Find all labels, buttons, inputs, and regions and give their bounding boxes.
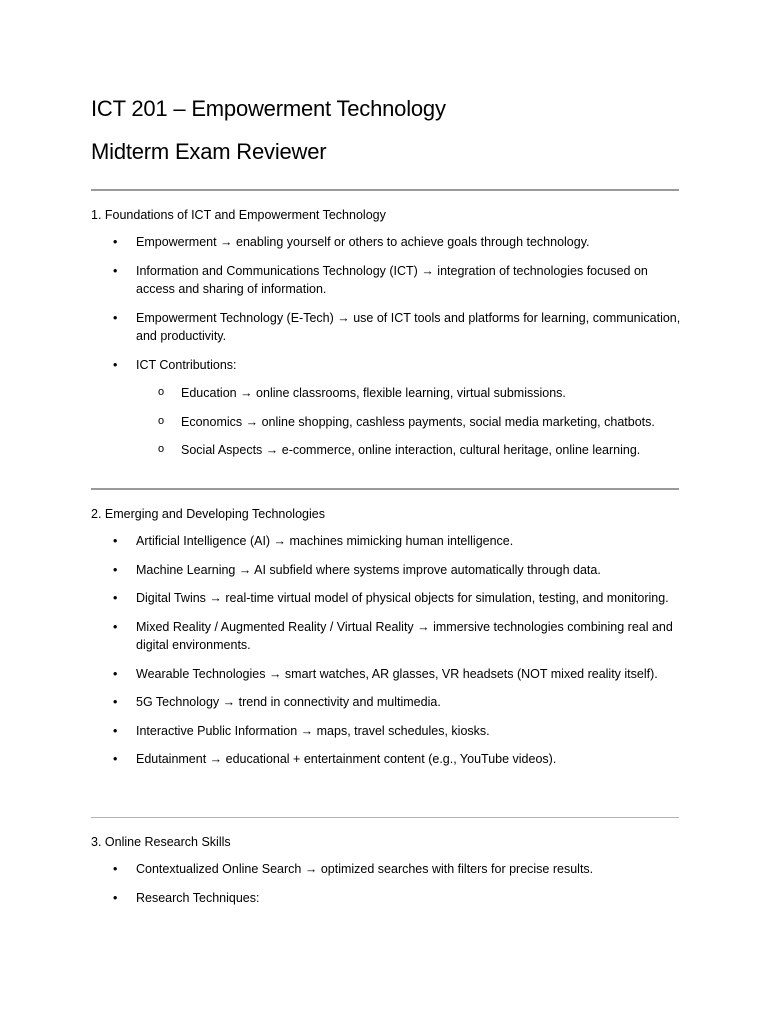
section-emerging-technologies [91,506,681,769]
list-item: • Empowerment → enabling yourself or others to achieve goals through technology. [91,233,681,252]
sub-list-item: o Social Aspects → e-commerce, online interaction, cultural heritage, online learning. [91,441,681,460]
section-foundations [91,207,681,460]
sub-list-item: o Economics → online shopping, cashless payments, social media marketing, chatbots. [91,413,681,432]
sub-bullet-list [91,384,681,460]
sub-list-item: o Education → online classrooms, flexible learning, virtual submissions. [91,384,681,403]
list-item: • Research Techniques: [91,889,681,908]
list-item: • Edutainment → educational + entertainment content (e.g., YouTube videos). [91,750,681,769]
list-item: • Interactive Public Information → maps, travel schedules, kiosks. [91,722,681,741]
list-item: • Digital Twins → real-time virtual model of physical objects for simulation, testing, and monitoring. [91,589,681,608]
document-subtitle: Midterm Exam Reviewer [91,139,327,164]
list-item: • Machine Learning → AI subfield where systems improve automatically through data. [91,561,681,580]
section-heading: 3. Online Research Skills [91,835,231,849]
list-item: • Contextualized Online Search → optimized searches with filters for precise results. [91,860,681,879]
list-item: • Wearable Technologies → smart watches, AR glasses, VR headsets (NOT mixed reality itself). [91,665,681,684]
divider [91,189,679,191]
list-item: • Artificial Intelligence (AI) → machines mimicking human intelligence. [91,532,681,551]
list-item: • Empowerment Technology (E-Tech) → use of ICT tools and platforms for learning, communication, and productivity. [91,309,681,346]
list-item: • Mixed Reality / Augmented Reality / Virtual Reality → immersive technologies combining real and digital environments. [91,618,681,655]
bullet-list [91,860,681,907]
list-item: • 5G Technology → trend in connectivity and multimedia. [91,693,681,712]
document-title: ICT 201 – Empowerment Technology [91,96,446,121]
section-online-research [91,834,681,907]
section-heading: 1. Foundations of ICT and Empowerment Technology [91,208,386,222]
section-heading: 2. Emerging and Developing Technologies [91,507,325,521]
list-item: • Information and Communications Technology (ICT) → integration of technologies focused on access and sharing of information. [91,262,681,299]
bullet-list [91,532,681,769]
divider [91,488,679,490]
list-item: • ICT Contributions: [91,356,681,375]
divider [91,817,679,818]
bullet-list [91,233,681,374]
